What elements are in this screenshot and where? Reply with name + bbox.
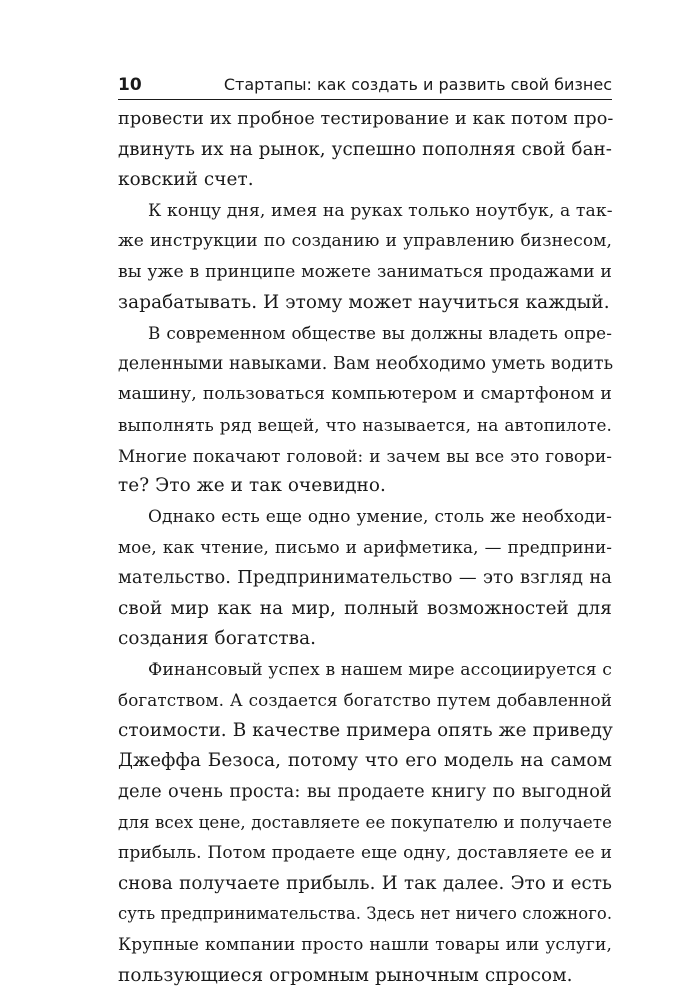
text-line: свой мир как на мир, полный возможностей для	[118, 597, 612, 619]
text-line: выполнять ряд вещей, что называется, на автопилоте.	[118, 414, 612, 435]
paragraph	[118, 104, 612, 196]
text-line: прибыль. Потом продаете еще одну, доставляете ее и	[118, 843, 612, 864]
text-line: мательство. Предпринимательство — это взгляд на	[118, 566, 612, 588]
page-number: 10	[118, 75, 142, 95]
text-line: Многие покачают головой: и зачем вы все это говори-	[118, 445, 612, 466]
text-line: зарабатывать. И этому может научиться каждый.	[118, 291, 610, 313]
text-line: Однако есть еще одно умение, столь же необходи-	[148, 506, 612, 527]
text-line: богатством. А создается богатство путем добавленной	[118, 690, 612, 711]
paragraph	[118, 655, 612, 992]
text-line: мое, как чтение, письмо и арифметика, — предприни-	[118, 537, 612, 558]
body-text	[118, 104, 612, 991]
text-line: создания богатства.	[118, 628, 317, 650]
text-line: машину, пользоваться компьютером и смартфоном и	[118, 384, 612, 405]
page-header	[118, 71, 612, 101]
text-line: деле очень проста: вы продаете книгу по выгодной	[118, 781, 612, 803]
text-line: вы уже в принципе можете заниматься продажами и	[118, 261, 612, 282]
paragraph	[118, 196, 612, 318]
text-line: снова получаете прибыль. И так далее. Это и есть	[118, 872, 612, 894]
text-line: К концу дня, имея на руках только ноутбук, а так-	[148, 200, 613, 221]
text-line: стоимости. В качестве примера опять же приведу	[118, 719, 613, 741]
header-rule	[118, 99, 612, 100]
text-line: для всех цене, доставляете ее покупателю и получаете	[118, 812, 612, 832]
text-line: ковский счет.	[118, 169, 254, 191]
paragraph	[118, 318, 612, 502]
text-line: двинуть их на рынок, успешно пополняя свой бан-	[118, 138, 612, 160]
text-line: В современном обществе вы должны владеть опре-	[148, 323, 612, 344]
text-line: Крупные компании просто нашли товары или услуги,	[118, 935, 612, 956]
text-line: деленными навыками. Вам необходимо уметь водить	[118, 353, 614, 374]
text-line: пользующиеся огромным рыночным спросом.	[118, 964, 573, 986]
text-line: же инструкции по созданию и управлению бизнесом,	[118, 231, 612, 252]
text-line: те? Это же и так очевидно.	[118, 475, 386, 497]
text-line: Джеффа Безоса, потому что его модель на самом	[118, 750, 612, 772]
text-line: суть предпринимательства. Здесь нет ничего сложного.	[118, 904, 613, 924]
text-line: провести их пробное тестирование и как потом про-	[118, 109, 614, 129]
text-line: Финансовый успех в нашем мире ассоциируется с	[148, 659, 612, 680]
running-title: Стартапы: как создать и развить свой бизнес	[223, 75, 612, 94]
paragraph	[118, 502, 612, 655]
